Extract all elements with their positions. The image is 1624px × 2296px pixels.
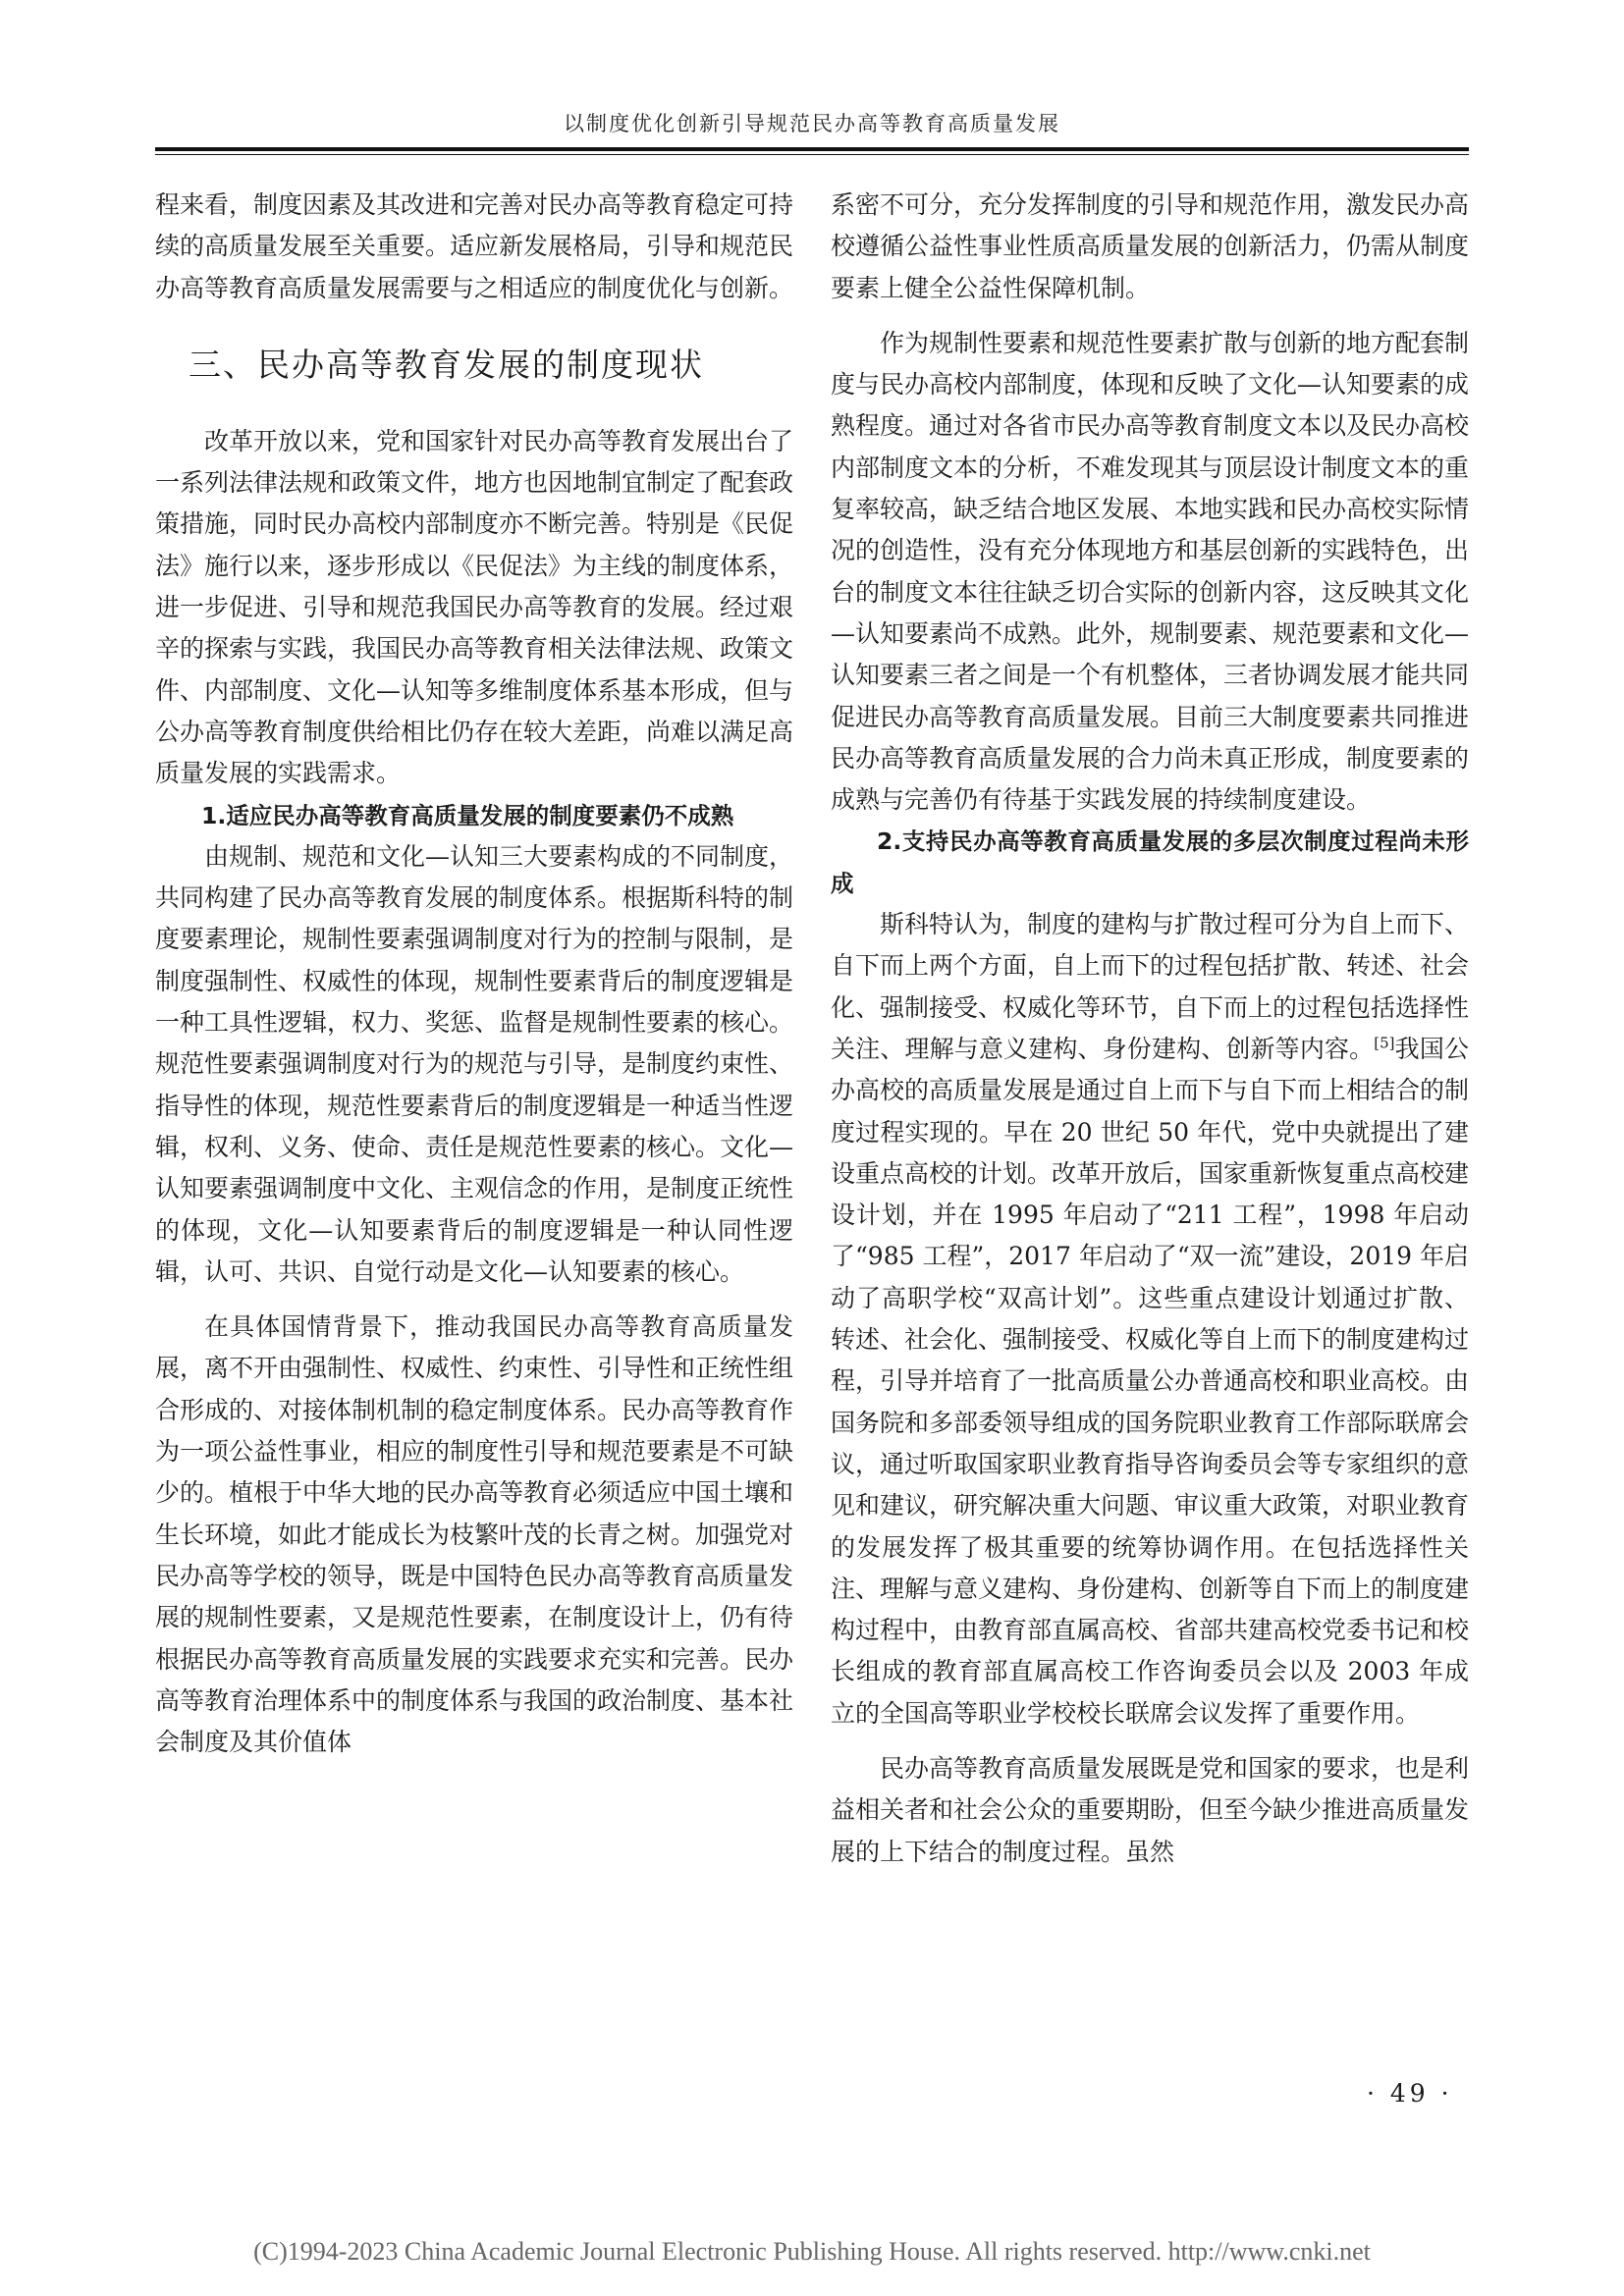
citation-ref[interactable]: [5]	[1374, 1034, 1395, 1052]
paragraph: 在具体国情背景下，推动我国民办高等教育高质量发展，离不开由强制性、权威性、约束性、引导性和正统性组合形成的、对接体制机制的稳定制度体系。民办高等教育作为一项公益性事业，相应的制度性引导和规范要素是不可缺少的。植根于中华大地的民办高等教育必须适应中国土壤和生长环境，如此才能成长为枝繁叶茂的长青之树。加强党对民办高等学校的领导，既是中国特色民办高等教育高质量发展的规制性要素，又是规范性要素，在制度设计上，仍有待根据民办高等教育高质量发展的实践要求充实和完善。民办高等教育治理体系中的制度体系与我国的政治制度、基本社会制度及其价值体	[155, 1312, 794, 1757]
header-rule-thin	[155, 154, 1469, 155]
header-rule-thick	[155, 147, 1469, 151]
page-number: · 49 ·	[1367, 2079, 1453, 2108]
right-column	[831, 185, 1469, 1873]
paragraph: 系密不可分，充分发挥制度的引导和规范作用，激发民办高校遵循公益性事业性质高质量发展的创新活力，仍需从制度要素上健全公益性保障机制。	[831, 190, 1470, 302]
paragraph-text: 斯科特认为，制度的建构与扩散过程可分为自上而下、自下而上两个方面，自上而下的过程包括扩散、转述、社会化、强制接受、权威化等环节，自下而上的过程包括选择性关注、理解与意义建构、身份建构、创新等内容。	[831, 910, 1470, 1063]
running-header: 以制度优化创新引导规范民办高等教育高质量发展	[564, 112, 1060, 135]
paragraph: 改革开放以来，党和国家针对民办高等教育发展出台了一系列法律法规和政策文件，地方也因地制宜制定了配套政策措施，同时民办高校内部制度亦不断完善。特别是《民促法》施行以来，逐步形成以《民促法》为主线的制度体系，进一步促进、引导和规范我国民办高等教育的发展。经过艰辛的探索与实践，我国民办高等教育相关法律法规、政策文件、内部制度、文化—认知等多维制度体系基本形成，但与公办高等教育制度供给相比仍存在较大差距，尚难以满足高质量发展的实践需求。	[155, 426, 794, 788]
paragraph: 民办高等教育高质量发展既是党和国家的要求，也是利益相关者和社会公众的重要期盼，但至今缺少推进高质量发展的上下结合的制度过程。虽然	[831, 1753, 1470, 1866]
paragraph-text: 我国公办高校的高质量发展是通过自上而下与自下而上相结合的制度过程实现的。早在 20 世纪 50 年代，党中央就提出了建设重点高校的计划。改革开放后，国家重新恢复重点高校建设计划，并在 1995 年启动了“211 工程”，1998 年启动了“985 工程”，2017 年启动了“双一流”建设，2019 年启动了高职学校“双高计划”。这些重点建设计划通过扩散、转述、社会化、强制接受、权威化等自上而下的制度建构过程，引导并培育了一批高质量公办普通高校和职业高校。由国务院和多部委领导组成的国务院职业教育工作部际联席会议，通过听取国家职业教育指导咨询委员会等专家组织的意见和建议，研究解决重大问题、审议重大政策，对职业教育的发展发挥了极其重要的统筹协调作用。在包括选择性关注、理解与意义建构、身份建构、创新等自下而上的制度建构过程中，由教育部直属高校、省部共建高校党委书记和校长组成的教育部直属高校工作咨询委员会以及 2003 年成立的全国高等职业学校校长联席会议发挥了重要作用。	[831, 1034, 1470, 1728]
paragraph: 作为规制性要素和规范性要素扩散与创新的地方配套制度与民办高校内部制度，体现和反映了文化—认知要素的成熟程度。通过对各省市民办高等教育制度文本以及民办高校内部制度文本的分析，不难发现其与顶层设计制度文本的重复率较高，缺乏结合地区发展、本地实践和民办高校实际情况的创造性，没有充分体现地方和基层创新的实践特色，出台的制度文本往往缺乏切合实际的创新内容，这反映其文化—认知要素尚不成熟。此外，规制要素、规范要素和文化—认知要素三者之间是一个有机整体，三者协调发展才能共同促进民办高等教育高质量发展。目前三大制度要素共同推进民办高等教育高质量发展的合力尚未真正形成，制度要素的成熟与完善仍有待基于实践发展的持续制度建设。	[831, 328, 1470, 815]
subsection-heading: 1.适应民办高等教育高质量发展的制度要素仍不成熟	[201, 801, 734, 829]
paragraph: 由规制、规范和文化—认知三大要素构成的不同制度，共同构建了民办高等教育发展的制度体系。根据斯科特的制度要素理论，规制性要素强调制度对行为的控制与限制，是制度强制性、权威性的体现，规制性要素背后的制度逻辑是一种工具性逻辑，权力、奖惩、监督是规制性要素的核心。规范性要素强调制度对行为的规范与引导，是制度约束性、指导性的体现，规范性要素背后的制度逻辑是一种适当性逻辑，权利、义务、使命、责任是规范性要素的核心。文化—认知要素强调制度中文化、主观信念的作用，是制度正统性的体现，文化—认知要素背后的制度逻辑是一种认同性逻辑，认可、共识、自觉行动是文化—认知要素的核心。	[155, 841, 794, 1286]
copyright-footer: (C)1994-2023 China Academic Journal Electronic Publishing House. All rights reserved. http://www.cnki.net	[253, 2237, 1371, 2266]
left-column	[155, 185, 793, 1763]
subsection-heading: 2.支持民办高等教育高质量发展的多层次制度过程尚未形成	[831, 828, 1469, 897]
section-heading: 三、民办高等教育发展的制度现状	[189, 345, 704, 384]
paragraph: 程来看，制度因素及其改进和完善对民办高等教育稳定可持续的高质量发展至关重要。适应新发展格局，引导和规范民办高等教育高质量发展需要与之相适应的制度优化与创新。	[155, 190, 794, 302]
paragraph	[831, 904, 1469, 1735]
